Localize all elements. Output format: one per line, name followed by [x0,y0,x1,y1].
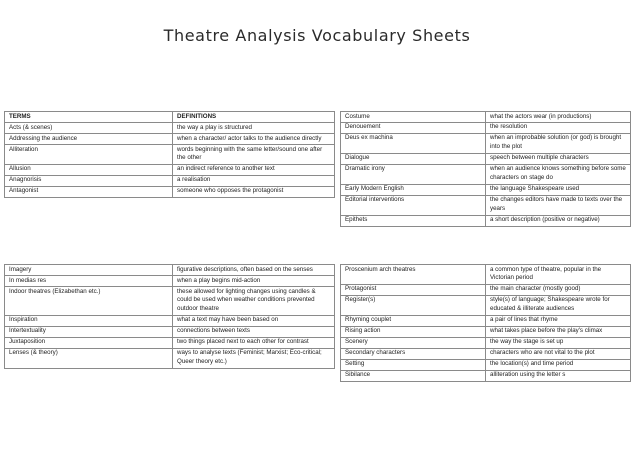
definition-cell: the language Shakespeare used [486,184,631,195]
definition-cell: the resolution [486,122,631,133]
page-title: Theatre Analysis Vocabulary Sheets [163,26,471,45]
table-row [341,337,631,348]
term-cell: Indoor theatres (Elizabethan etc.) [5,287,173,316]
definition-cell: a short description (positive or negative) [486,215,631,226]
definition-cell: an indirect reference to another text [173,164,335,175]
definition-cell: the way the stage is set up [486,337,631,348]
term-cell: Rhyming couplet [341,315,486,326]
term-cell: Scenery [341,337,486,348]
term-cell: Register(s) [341,295,486,315]
definition-cell: words beginning with the same letter/sound one after the other [173,145,335,165]
table-row [341,326,631,337]
table-row [5,186,335,197]
table-row [341,359,631,370]
definition-cell: when a character/ actor talks to the audience directly [173,134,335,145]
definition-cell: when a play begins mid-action [173,276,335,287]
table-row [5,348,335,368]
table-row [341,153,631,164]
definition-cell: a common type of theatre, popular in the Victorian period [486,265,631,285]
term-cell: Sibilance [341,370,486,381]
definition-cell: what a text may have been based on [173,315,335,326]
definition-cell: connections between texts [173,326,335,337]
term-cell: Allusion [5,164,173,175]
table-row [341,195,631,215]
term-cell: Addressing the audience [5,134,173,145]
term-cell: Rising action [341,326,486,337]
table-row [5,164,335,175]
definition-cell: the location(s) and time period [486,359,631,370]
table-row [5,276,335,287]
definition-cell: the way a play is structured [173,123,335,134]
term-cell: Proscenium arch theatres [341,265,486,285]
table-row [5,134,335,145]
term-cell: Early Modern English [341,184,486,195]
definition-cell: style(s) of language; Shakespeare wrote for educated & illiterate audiences [486,295,631,315]
definition-cell: the changes editors have made to texts over the years [486,195,631,215]
table-row [5,337,335,348]
table-row [341,122,631,133]
table-row [341,315,631,326]
table-header-row [5,112,335,123]
term-cell: Setting [341,359,486,370]
table-row [5,145,335,165]
term-cell: Deus ex machina [341,133,486,153]
term-cell: Acts (& scenes) [5,123,173,134]
header-terms: TERMS [5,112,173,123]
definition-cell: the main character (mostly good) [486,284,631,295]
term-cell: Dialogue [341,153,486,164]
table-row [5,315,335,326]
term-cell: Costume [341,112,486,123]
definition-cell: ways to analyse texts (Feminist; Marxist; Eco-critical; Queer theory etc.) [173,348,335,368]
table-row [5,175,335,186]
table-row [341,112,631,123]
table-row [341,164,631,184]
vocab-table-terms-d [340,264,631,382]
term-cell: Juxtaposition [5,337,173,348]
definition-cell: someone who opposes the protagonist [173,186,335,197]
definition-cell: a realisation [173,175,335,186]
table-row [341,265,631,285]
term-cell: Imagery [5,265,173,276]
definition-cell: figurative descriptions, often based on the senses [173,265,335,276]
table-row [341,284,631,295]
term-cell: Protagonist [341,284,486,295]
definition-cell: alliteration using the letter s [486,370,631,381]
table-row [341,370,631,381]
term-cell: Intertextuality [5,326,173,337]
term-cell: Alliteration [5,145,173,165]
definition-cell: what the actors wear (in productions) [486,112,631,123]
vocab-table-terms-b [4,264,335,369]
term-cell: Denouement [341,122,486,133]
definition-cell: these allowed for lighting changes using candles & could be used when weather conditions prevented outdoor theatre [173,287,335,316]
table-row [341,184,631,195]
table-row [5,123,335,134]
vocab-table-terms-c [340,111,631,227]
table-row [5,287,335,316]
term-cell: Inspiration [5,315,173,326]
term-cell: Anagnorisis [5,175,173,186]
table-row [341,215,631,226]
table-row [5,265,335,276]
term-cell: In medias res [5,276,173,287]
term-cell: Epithets [341,215,486,226]
term-cell: Secondary characters [341,348,486,359]
header-definitions: DEFINITIONS [173,112,335,123]
term-cell: Lenses (& theory) [5,348,173,368]
table-row [341,295,631,315]
vocab-table-terms-a [4,111,335,198]
definition-cell: a pair of lines that rhyme [486,315,631,326]
term-cell: Antagonist [5,186,173,197]
definition-cell: speech between multiple characters [486,153,631,164]
definition-cell: characters who are not vital to the plot [486,348,631,359]
definition-cell: two things placed next to each other for contrast [173,337,335,348]
term-cell: Editorial interventions [341,195,486,215]
term-cell: Dramatic irony [341,164,486,184]
definition-cell: when an improbable solution (or god) is brought into the plot [486,133,631,153]
table-row [5,326,335,337]
table-row [341,133,631,153]
definition-cell: when an audience knows something before some characters on stage do [486,164,631,184]
definition-cell: what takes place before the play's climax [486,326,631,337]
table-row [341,348,631,359]
